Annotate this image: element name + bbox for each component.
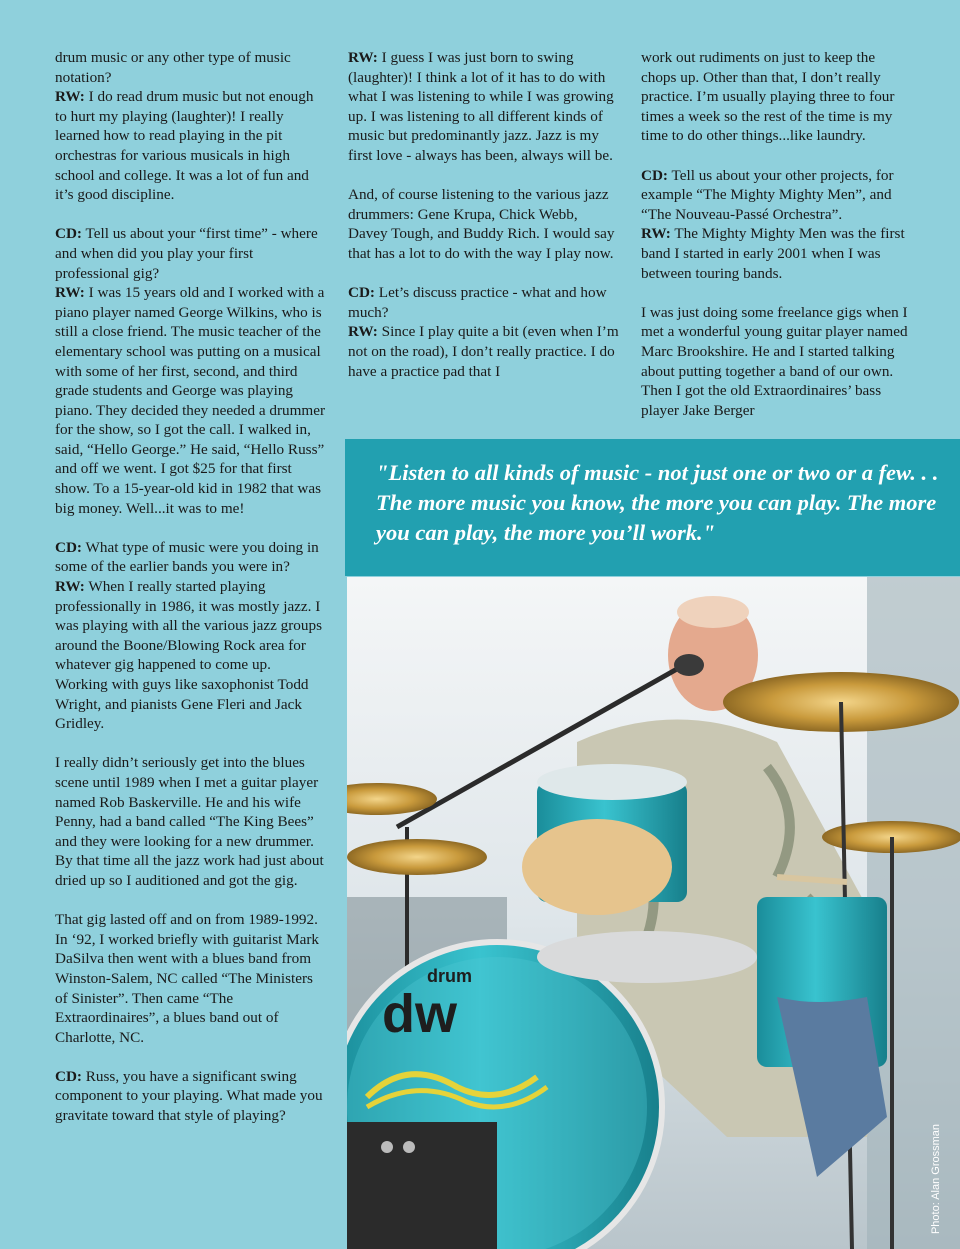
speaker-label: CD: [55,225,82,243]
paragraph [55,48,327,205]
speaker-label: CD: [55,538,82,556]
paragraph [641,303,913,421]
paragraph-text: I was just doing some freelance gigs when I met a wonderful young guitar player named Marc Brookshire. He and I started talking about putting together a band of our own. Then I got the old Extraordinaires’ bass player Jake Berger [641,303,908,419]
speaker-label: RW: [55,578,85,596]
paragraph [348,185,620,263]
paragraph-text: That gig lasted off and on from 1989-1992. In ‘92, I worked briefly with guitarist Mark DaSilva then went with a blues band from Winston-Salem, NC called “The Ministers of Sinister”. Then came “The Extraordinaires”, a blues band out of Charlotte, NC. [55,911,320,1046]
paragraph-text: work out rudiments on just to keep the chops up. Other than that, I don’t really practice. I’m usually playing three to four times a week so the rest of the time is my time to do other things...like laundry. [641,49,895,145]
speaker-label: RW: [348,49,378,66]
paragraph-text: Russ, you have a significant swing component to your playing. What made you gravitate toward that style of playing? [55,1067,323,1125]
paragraph-text: Tell us about your other projects, for example “The Mighty Mighty Men”, and “The Nouveau-Passé Orchestra”. [641,166,894,223]
paragraph [55,224,327,518]
article-column-3 [641,48,913,420]
speaker-label: CD: [55,1067,82,1085]
pull-quote: "Listen to all kinds of music - not just one or two or a few. . . The more music you know, the more you can play. The more you can play, the more you’ll work." [376,460,939,545]
paragraph-text: What type of music were you doing in some of the earlier bands you were in? [55,538,319,576]
speaker-label: RW: [55,284,85,302]
speaker-label: RW: [641,225,671,243]
paragraph [55,538,327,734]
paragraph-text: I guess I was just born to swing (laughter)! I think a lot of it has to do with what I was listening to while I was growing up. I was listening to all different kinds of music but predominantly jazz. Jazz is my first love - always has been, always will be. [348,49,614,164]
speaker-label: RW: [348,323,378,341]
paragraph-text: I was 15 years old and I worked with a piano player named George Wilkins, who is still a close friend. The music teacher of the elementary school was putting on a musical with some of her first, second, and third grade students and George was playing piano. They decided they needed a drummer for the show, so I got the call. I walked in, said, “Hello George.” He said, “Hello Russ” and off we went. I got $25 for that first show. To a 15-year-old kid in 1982 that was big money. Well...it was to me! [55,284,326,517]
photo-credit-text: Photo: Alan Grossman [930,1123,942,1235]
paragraph-text: The Mighty Mighty Men was the first band I started in early 2001 when I was between touring bands. [641,225,905,282]
speaker-label: CD: [348,284,375,302]
speaker-label: CD: [641,166,668,184]
paragraph [55,1067,327,1126]
speaker-label: RW: [55,88,85,106]
drum-logo: dw [382,984,457,1044]
paragraph [55,753,327,890]
paragraph-text: Let’s discuss practice - what and how much? [348,284,607,321]
article-column-2 [348,48,620,381]
paragraph [641,48,913,146]
paragraph [348,48,620,166]
paragraph-text: And, of course listening to the various jazz drummers: Gene Krupa, Chick Webb, Davey Tough, and Buddy Rich. I would say that has a lot to do with the way I play now. [348,186,615,262]
paragraph [55,910,327,1047]
paragraph-text: I do read drum music but not enough to hurt my playing (laughter)! I really learned how to read playing in the pit orchestras for various musicals in high school and college. It was a lot of fun and it’s good discipline. [55,88,314,204]
paragraph-text: I really didn’t seriously get into the blues scene until 1989 when I met a guitar player named Rob Baskerville. He and his wife Penny, had a band called “The King Bees” and they were looking for a new drummer. By that time all the jazz work had just about dried up so I auditioned and got the gig. [55,754,324,889]
paragraph-text: drum music or any other type of music notation? [55,49,291,86]
paragraph [348,283,620,381]
article-column-1 [55,48,327,1126]
paragraph-text: Tell us about your “first time” - where and when did you play your first professional gig? [55,225,318,282]
drummer-photo [347,577,960,1249]
photo-credit [922,1120,950,1238]
paragraph-text: When I really started playing professionally in 1986, it was mostly jazz. I was playing with all the various jazz groups around the Boone/Blowing Rock area for whatever gig happened to come up. Working with guys like saxophonist Todd Wright, and pianists Gene Fleri and Jack Gridley. [55,578,322,733]
paragraph-text: Since I play quite a bit (even when I’m not on the road), I don’t really practice. I do have a practice pad that I [348,323,619,380]
drum-logo-small: drum [427,966,472,986]
drummer-illustration [347,577,960,1249]
paragraph [641,166,913,284]
